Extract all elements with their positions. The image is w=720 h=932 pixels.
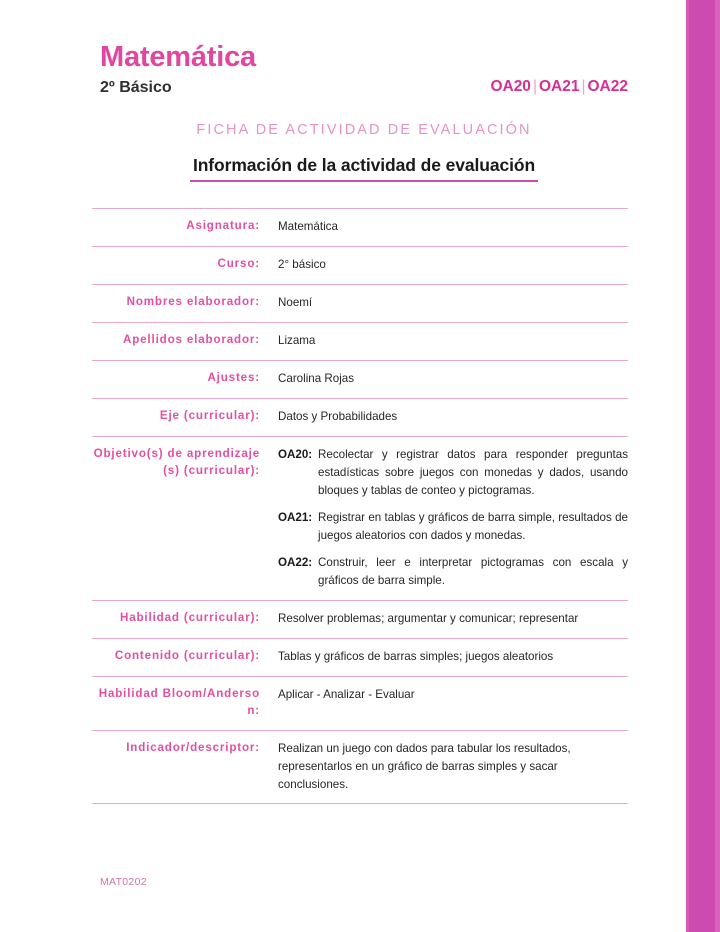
section-heading-wrap <box>100 155 628 182</box>
objective-item <box>278 509 628 545</box>
objective-item <box>278 446 628 500</box>
objectives-list <box>278 446 628 590</box>
table-row <box>92 601 628 639</box>
table-row <box>92 361 628 399</box>
row-label: Ajustes: <box>207 371 260 385</box>
row-label: Nombres elaborador: <box>126 295 260 309</box>
row-value <box>274 437 628 601</box>
row-value: 2° básico <box>278 258 326 272</box>
row-label: Contenido (curricular): <box>114 649 260 662</box>
table-row <box>92 639 628 677</box>
document-code: MAT0202 <box>100 876 147 888</box>
row-value: Lizama <box>278 334 316 348</box>
oa-code-1: OA20 <box>490 78 531 96</box>
activity-info-table <box>92 208 628 804</box>
row-value: Datos y Probabilidades <box>278 410 398 424</box>
objective-item <box>278 554 628 590</box>
objective-text: Registrar en tablas y gráficos de barra simple, resultados de juegos aleatorios con dados y monedas. <box>318 511 628 543</box>
objective-code: OA21: <box>278 511 313 525</box>
oa-code-2: OA21 <box>538 78 580 96</box>
row-value: Aplicar - Analizar - Evaluar <box>278 687 415 701</box>
side-bar-left-edge <box>686 0 689 932</box>
table-row <box>92 399 628 437</box>
oa-code-3: OA22 <box>587 78 628 96</box>
row-value: Matemática <box>278 220 338 234</box>
objective-code: OA22: <box>278 556 313 570</box>
ficha-label: FICHA DE ACTIVIDAD DE EVALUACIÓN <box>196 122 532 139</box>
row-label: Habilidad Bloom/Anderson: <box>98 686 260 717</box>
grade-level: 2º Básico <box>100 79 172 97</box>
section-heading: Información de la actividad de evaluación <box>193 155 535 182</box>
row-label: Indicador/descriptor: <box>126 740 260 754</box>
table-row <box>92 209 628 247</box>
table-row <box>92 285 628 323</box>
table-row <box>92 730 628 804</box>
row-value: Carolina Rojas <box>278 372 355 386</box>
table-row-objectives <box>92 437 628 601</box>
row-label: Eje (curricular): <box>159 409 260 423</box>
row-label: Curso: <box>217 257 260 271</box>
table-row <box>92 323 628 361</box>
row-value: Tablas y gráficos de barras simples; juegos aleatorios <box>278 650 554 663</box>
objective-text: Construir, leer e interpretar pictogramas con escala y gráficos de barra simple. <box>318 556 628 588</box>
table-row <box>92 247 628 285</box>
objective-text: Recolectar y registrar datos para responder preguntas estadísticas sobre juegos con monedas y dados, usando bloques y tablas de conteo y pictogramas. <box>318 448 628 498</box>
row-label: Asignatura: <box>186 219 260 233</box>
objective-code: OA20: <box>278 448 313 462</box>
row-label: Objetivo(s) de aprendizaje(s) (curricular): <box>93 447 260 478</box>
row-label: Apellidos elaborador: <box>122 333 260 347</box>
decorative-side-bar <box>686 0 720 932</box>
title-row <box>100 42 628 72</box>
table-row <box>92 676 628 730</box>
oa-separator-2: | <box>581 78 586 96</box>
row-label: Habilidad (curricular): <box>119 611 260 625</box>
row-value: Noemí <box>278 296 313 310</box>
document-header <box>100 0 628 182</box>
oa-separator-1: | <box>532 78 537 96</box>
row-value: Resolver problemas; argumentar y comunicar; representar <box>278 612 579 626</box>
subtitle-row <box>100 78 628 100</box>
row-value: Realizan un juego con dados para tabular los resultados, representarlos en un gráfico de barras simples y sacar conclusiones. <box>278 741 571 791</box>
side-bar-right-edge <box>715 0 720 932</box>
page-title: Matemática <box>100 41 256 73</box>
oa-code-list <box>490 78 628 96</box>
